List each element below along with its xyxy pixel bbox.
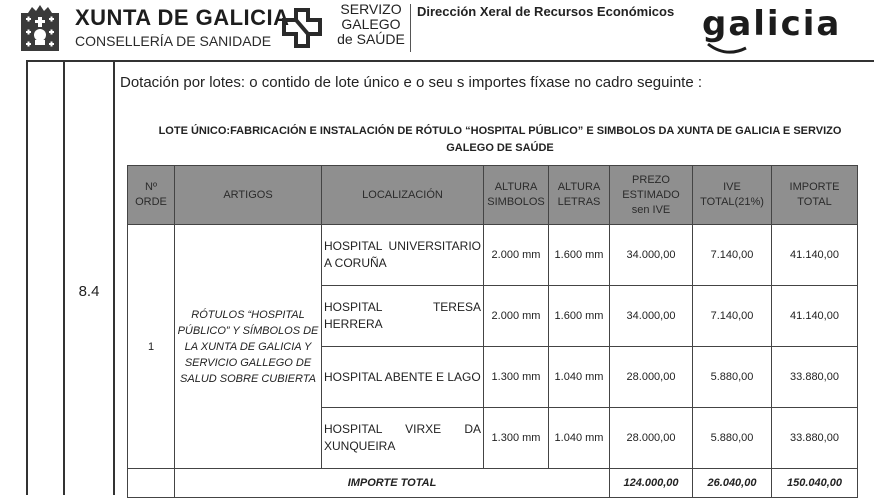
galicia-swoosh-icon	[706, 40, 766, 56]
importe-cell: 41.140,00	[772, 225, 858, 286]
frame-content-col-rule	[113, 60, 115, 495]
altura-simbolos-cell: 2.000 mm	[484, 225, 549, 286]
table-header-row	[128, 166, 858, 225]
frame-left-rule	[26, 60, 28, 495]
artigo-cell: RÓTULOS “HOSPITAL PÚBLICO” Y SÍMBOLOS DE LA XUNTA DE GALICIA Y SERVICIO GALLEGO DE SALUD SOBRE CUBIERTA	[175, 225, 322, 469]
col-header-artigos: ARTIGOS	[175, 166, 322, 225]
col-header-altura-simbolos: ALTURA SIMBOLOS	[484, 166, 549, 225]
altura-letras-cell: 1.040 mm	[549, 408, 610, 469]
ive-cell: 7.140,00	[693, 225, 772, 286]
lot-title: LOTE ÚNICO:FABRICACIÓN E INSTALACIÓN DE RÓTULO “HOSPITAL PÚBLICO” E SIMBOLOS DA XUNTA DE GALICIA E SERVIZO GALEGO DE SAÚDE	[158, 125, 842, 154]
total-importe: 150.040,00	[772, 469, 858, 498]
total-label: IMPORTE TOTAL	[175, 469, 610, 498]
localizacion-cell: HOSPITAL VIRXE DA XUNQUEIRA	[322, 408, 484, 469]
galicia-logo	[702, 4, 870, 56]
total-row	[128, 469, 858, 498]
col-header-ive: IVE TOTAL(21%)	[693, 166, 772, 225]
importe-cell: 41.140,00	[772, 286, 858, 347]
altura-simbolos-cell: 2.000 mm	[484, 286, 549, 347]
altura-simbolos-cell: 1.300 mm	[484, 347, 549, 408]
altura-letras-cell: 1.600 mm	[549, 225, 610, 286]
col-header-altura-letras: ALTURA LETRAS	[549, 166, 610, 225]
altura-letras-cell: 1.600 mm	[549, 286, 610, 347]
total-prezo: 124.000,00	[610, 469, 693, 498]
localizacion-cell: HOSPITAL ABENTE E LAGO	[322, 347, 484, 408]
ive-cell: 7.140,00	[693, 286, 772, 347]
altura-letras-cell: 1.040 mm	[549, 347, 610, 408]
col-header-localizacion: LOCALIZACIÓN	[322, 166, 484, 225]
prezo-cell: 28.000,00	[610, 408, 693, 469]
localizacion-cell: HOSPITAL TERESA HERRERA	[322, 286, 484, 347]
ive-cell: 5.880,00	[693, 408, 772, 469]
ive-cell: 5.880,00	[693, 347, 772, 408]
section-intro: Dotación por lotes: o contido de lote único e o seu s importes fíxase no cadro seguinte :	[120, 74, 703, 91]
xunta-crest-icon	[20, 5, 60, 53]
section-number: 8.4	[78, 283, 100, 300]
prezo-cell: 34.000,00	[610, 225, 693, 286]
frame-top-rule	[26, 60, 874, 62]
order-cell: 1	[128, 225, 175, 469]
sergas-wordmark: SERVIZO GALEGO de SAÚDE	[337, 1, 405, 47]
total-ive: 26.040,00	[693, 469, 772, 498]
importe-cell: 33.880,00	[772, 408, 858, 469]
xunta-subtitle: CONSELLERÍA DE SANIDADE	[75, 33, 272, 49]
xunta-title: XUNTA DE GALICIA	[75, 5, 290, 30]
localizacion-cell: HOSPITAL UNIVERSITARIO A CORUÑA	[322, 225, 484, 286]
col-header-order: Nº ORDE	[128, 166, 175, 225]
total-spacer-cell	[128, 469, 175, 498]
prezo-cell: 28.000,00	[610, 347, 693, 408]
direction-title: Dirección Xeral de Recursos Económicos	[417, 4, 675, 19]
lot-table	[127, 165, 858, 498]
sergas-logo-icon	[278, 6, 326, 52]
galicia-wordmark: galicia	[702, 4, 842, 44]
prezo-cell: 34.000,00	[610, 286, 693, 347]
col-header-importe: IMPORTE TOTAL	[772, 166, 858, 225]
frame-number-col-rule	[63, 60, 65, 495]
table-row	[128, 225, 858, 286]
col-header-prezo: PREZO ESTIMADO sen IVE	[610, 166, 693, 225]
document-header	[0, 0, 880, 62]
altura-simbolos-cell: 1.300 mm	[484, 408, 549, 469]
importe-cell: 33.880,00	[772, 347, 858, 408]
header-divider	[410, 4, 411, 52]
